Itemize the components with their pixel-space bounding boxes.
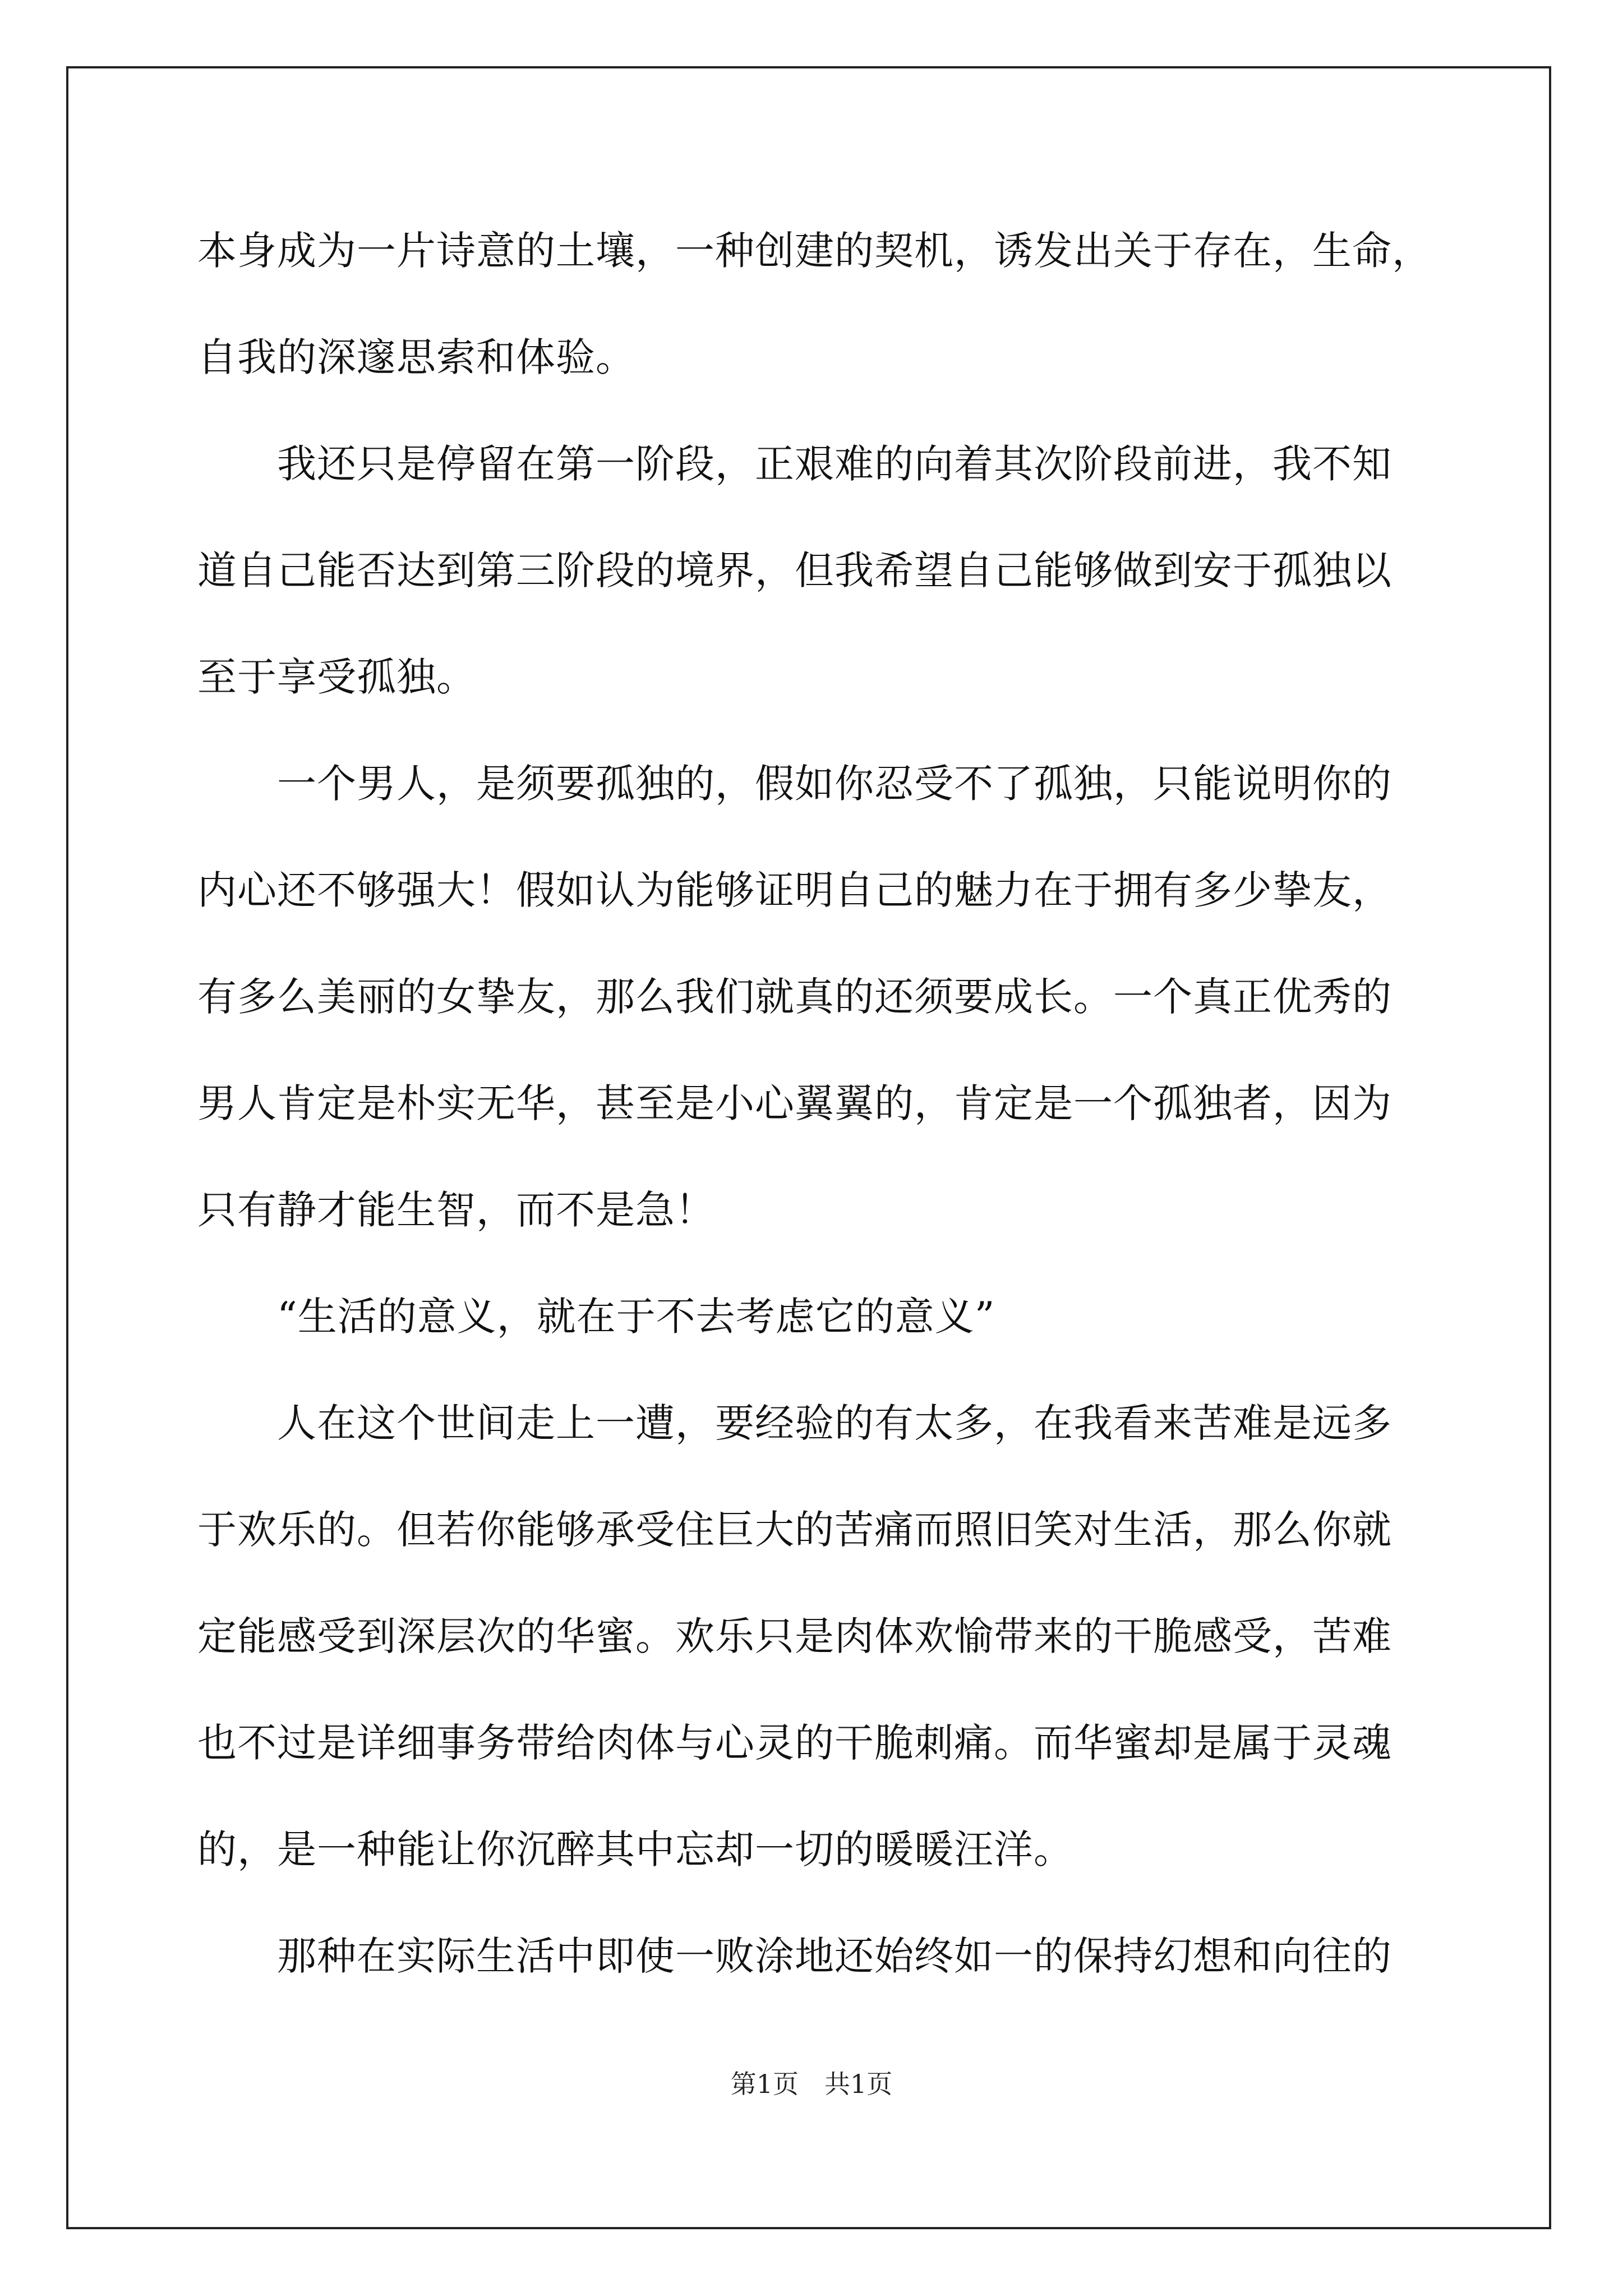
text-line: 人在这个世间走上一遭，要经验的有太多，在我看来苦难是远多 — [197, 1400, 1392, 1446]
text-line: 的，是一种能让你沉醉其中忘却一切的暖暖汪洋。 — [197, 1826, 1073, 1872]
page-number-footer: 第1页 共1页 — [730, 2069, 893, 2099]
text-line: 至于享受孤独。 — [197, 654, 476, 700]
text-line: 本身成为一片诗意的土壤，一种创建的契机，诱发出关于存在，生命， — [197, 228, 1432, 274]
text-line: 定能感受到深层次的华蜜。欢乐只是肉体欢愉带来的干脆感受，苦难 — [197, 1613, 1392, 1659]
text-line: “生活的意义，就在于不去考虑它的意义” — [197, 1294, 995, 1340]
text-line: 于欢乐的。但若你能够承受住巨大的苦痛而照旧笑对生活，那么你就 — [197, 1507, 1392, 1553]
text-line: 自我的深邃思索和体验。 — [197, 334, 635, 380]
text-line: 有多么美丽的女挚友，那么我们就真的还须要成长。一个真正优秀的 — [197, 974, 1392, 1020]
page-border — [66, 66, 1551, 2229]
text-line: 道自己能否达到第三阶段的境界，但我希望自己能够做到安于孤独以 — [197, 547, 1392, 593]
text-line: 内心还不够强大！假如认为能够证明自己的魅力在于拥有多少挚友， — [197, 867, 1392, 913]
text-line: 男人肯定是朴实无华，甚至是小心翼翼的，肯定是一个孤独者，因为 — [197, 1080, 1392, 1126]
text-line: 我还只是停留在第一阶段，正艰难的向着其次阶段前进，我不知 — [197, 441, 1392, 487]
text-line: 那种在实际生活中即使一败涂地还始终如一的保持幻想和向往的 — [197, 1933, 1392, 1979]
text-line: 一个男人，是须要孤独的，假如你忍受不了孤独，只能说明你的 — [197, 761, 1392, 807]
text-line: 也不过是详细事务带给肉体与心灵的干脆刺痛。而华蜜却是属于灵魂 — [197, 1720, 1392, 1766]
text-line: 只有静才能生智，而不是急！ — [197, 1187, 715, 1233]
